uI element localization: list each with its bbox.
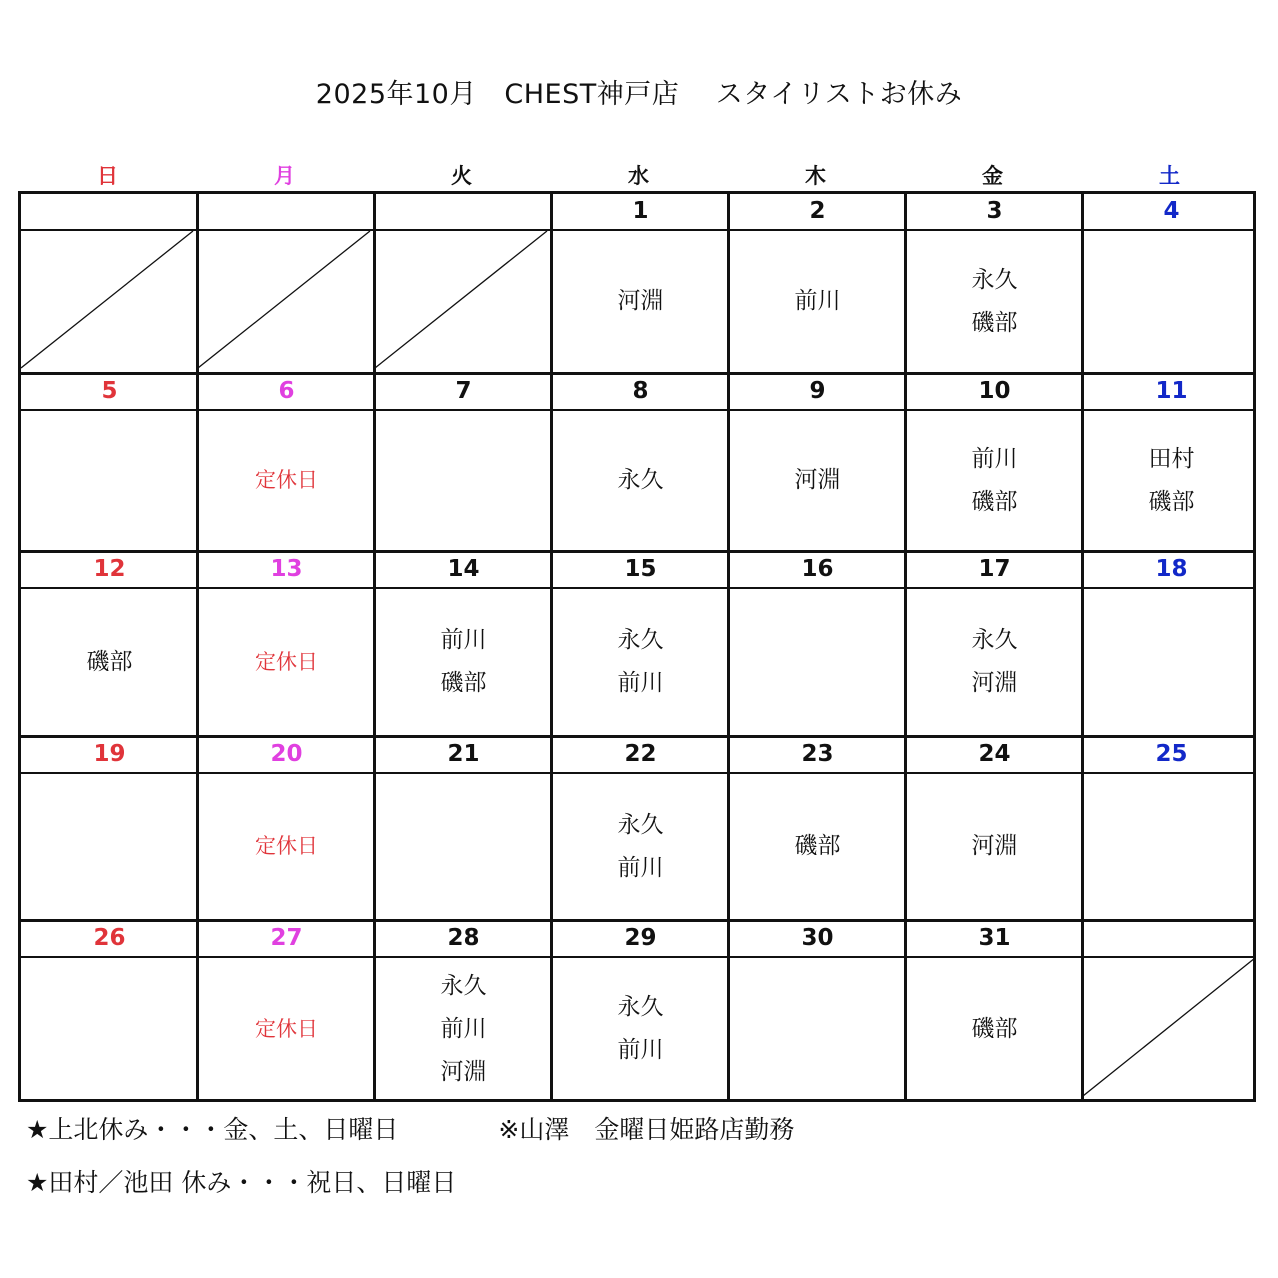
day-number: 24 — [978, 741, 1011, 767]
day-number: 4 — [1163, 198, 1180, 224]
stylist-name: 前川 — [617, 1037, 664, 1063]
day-cell — [1083, 774, 1260, 919]
day-cell — [906, 589, 1083, 735]
day-number: 21 — [447, 741, 480, 767]
stylist-name: 前川 — [617, 854, 664, 881]
day-number: 11 — [1155, 378, 1188, 404]
day-number: 26 — [93, 925, 126, 951]
stylist-name: 田村 — [1148, 445, 1195, 472]
stylist-name: 磯部 — [971, 309, 1018, 336]
day-number: 14 — [447, 556, 480, 582]
stylist-name: 磯部 — [1148, 488, 1195, 515]
day-number: 28 — [447, 925, 480, 951]
day-cell — [552, 958, 729, 1100]
day-cell — [729, 411, 906, 550]
day-cell — [375, 958, 552, 1100]
day-cell — [552, 589, 729, 735]
day-number: 3 — [986, 198, 1003, 224]
day-cell — [21, 958, 198, 1100]
day-number: 9 — [809, 378, 826, 404]
day-cell — [21, 589, 198, 735]
weekday-label: 木 — [805, 164, 826, 188]
day-cell — [21, 231, 198, 372]
day-cell — [729, 231, 906, 372]
day-number: 2 — [809, 198, 826, 224]
day-cell — [1083, 958, 1260, 1100]
closed-day-label: 定休日 — [255, 1016, 318, 1041]
slash-line — [375, 231, 547, 368]
day-cell — [1083, 231, 1260, 372]
day-number: 23 — [801, 741, 834, 767]
stylist-name: 前川 — [617, 670, 664, 696]
stylist-name: 河淵 — [440, 1058, 487, 1085]
day-number: 31 — [978, 925, 1011, 951]
blank-day-slash — [21, 231, 197, 372]
stylist-name: 磯部 — [794, 833, 841, 859]
day-cell — [198, 411, 375, 550]
stylist-name: 永久 — [617, 467, 664, 493]
day-cell — [375, 411, 552, 550]
stylist-name: 前川 — [440, 627, 487, 653]
stylist-name: 永久 — [440, 972, 487, 999]
stylist-name: 磯部 — [86, 648, 133, 675]
day-cell — [198, 231, 375, 372]
day-number: 30 — [801, 925, 834, 951]
weekday-label: 月 — [274, 164, 295, 188]
day-number: 7 — [455, 378, 472, 404]
day-number: 5 — [101, 378, 118, 404]
day-number: 20 — [270, 741, 303, 767]
day-cell — [729, 774, 906, 919]
stylist-name: 河淵 — [794, 467, 841, 493]
stylist-name: 永久 — [617, 811, 664, 838]
note-line-2: ★田村／池田 休み・・・祝日、日曜日 — [26, 1168, 457, 1197]
stylist-name: 磯部 — [971, 1015, 1018, 1042]
stylist-name: 河淵 — [617, 288, 664, 314]
day-cell — [21, 411, 198, 550]
day-cell — [375, 231, 552, 372]
day-cell — [552, 411, 729, 550]
calendar-grid — [18, 191, 1256, 1102]
day-number: 13 — [270, 556, 303, 582]
day-number: 12 — [93, 556, 126, 582]
day-number: 16 — [801, 556, 834, 582]
day-number: 27 — [270, 925, 303, 951]
day-cell — [906, 411, 1083, 550]
blank-day-slash — [198, 231, 374, 372]
weekday-label: 日 — [97, 164, 118, 188]
day-number: 29 — [624, 925, 657, 951]
weekday-header — [18, 160, 1258, 192]
day-number: 25 — [1155, 741, 1188, 767]
day-number: 15 — [624, 556, 657, 582]
day-cell — [375, 774, 552, 919]
stylist-name: 前川 — [440, 1015, 487, 1042]
day-number: 8 — [632, 378, 649, 404]
day-cell — [906, 958, 1083, 1100]
day-cell — [21, 774, 198, 919]
day-number: 22 — [624, 741, 657, 767]
day-cell — [1083, 589, 1260, 735]
slash-line — [198, 231, 370, 368]
stylist-name: 永久 — [971, 266, 1018, 293]
weekday-label: 金 — [982, 164, 1003, 188]
stylist-name: 永久 — [617, 627, 664, 653]
day-number: 1 — [632, 198, 649, 224]
day-cell — [552, 231, 729, 372]
day-number: 18 — [1155, 556, 1188, 582]
blank-day-slash — [1083, 958, 1259, 1100]
stylist-name: 河淵 — [971, 670, 1018, 696]
day-cell — [729, 958, 906, 1100]
stylist-name: 永久 — [617, 994, 664, 1020]
stylist-name: 前川 — [971, 445, 1018, 472]
blank-day-slash — [375, 231, 551, 372]
weekday-label: 水 — [628, 164, 649, 188]
day-cell — [198, 774, 375, 919]
day-number: 19 — [93, 741, 126, 767]
day-cell — [198, 958, 375, 1100]
closed-day-label: 定休日 — [255, 468, 318, 492]
slash-line — [1083, 958, 1255, 1096]
weekday-label: 土 — [1159, 164, 1180, 188]
stylist-name: 磯部 — [971, 488, 1018, 515]
closed-day-label: 定休日 — [255, 834, 318, 858]
day-cell — [729, 589, 906, 735]
stylist-name: 前川 — [794, 288, 841, 314]
slash-line — [21, 231, 193, 368]
weekday-label: 火 — [451, 164, 472, 188]
page-title: 2025年10月 CHEST神戸店 スタイリストお休み — [315, 79, 963, 110]
day-number: 17 — [978, 556, 1011, 582]
day-cell — [906, 231, 1083, 372]
day-cell — [906, 774, 1083, 919]
day-cell — [1083, 411, 1260, 550]
note-line-1: ★上北休み・・・金、土、日曜日 ※山澤 金曜日姫路店勤務 — [26, 1115, 795, 1144]
closed-day-label: 定休日 — [255, 649, 318, 674]
day-cell — [375, 589, 552, 735]
day-cell — [552, 774, 729, 919]
day-cell — [198, 589, 375, 735]
day-number: 6 — [278, 378, 295, 404]
stylist-name: 磯部 — [440, 670, 487, 696]
stylist-name: 河淵 — [971, 833, 1018, 859]
day-number: 10 — [978, 378, 1011, 404]
stylist-name: 永久 — [971, 627, 1018, 653]
